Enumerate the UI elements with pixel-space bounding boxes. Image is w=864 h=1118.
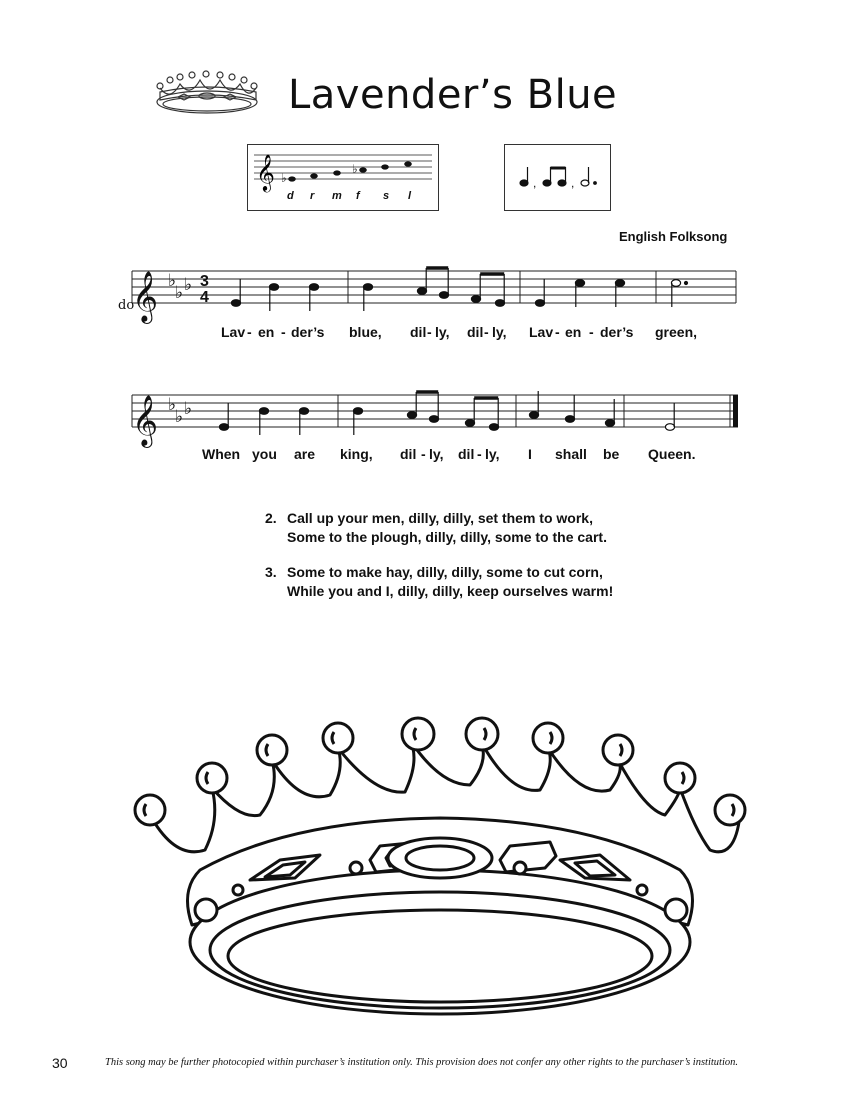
- lyric: dil: [458, 446, 475, 462]
- solfa-re: r: [310, 190, 315, 202]
- lyric: shall: [555, 446, 587, 462]
- solfa-mi: m: [332, 190, 342, 202]
- svg-text:♭: ♭: [281, 171, 287, 185]
- staff-line-1: [110, 256, 750, 326]
- lyric: -: [477, 446, 482, 462]
- lyric: ly,: [429, 446, 444, 462]
- svg-text:♭: ♭: [184, 399, 193, 419]
- svg-text:♭: ♭: [175, 407, 184, 427]
- svg-text:♭: ♭: [168, 271, 177, 291]
- lyric: Queen.: [648, 446, 696, 462]
- composer-credit: English Folksong: [619, 229, 728, 244]
- lyric: -: [484, 324, 489, 340]
- solfa-la: l: [408, 190, 412, 202]
- do-label: do: [118, 298, 135, 313]
- lyric: -: [281, 324, 286, 340]
- lyric: are: [294, 446, 316, 462]
- verse-number: 2.: [265, 510, 277, 526]
- lyric: Lav: [221, 324, 246, 340]
- svg-text:♭: ♭: [168, 395, 177, 415]
- page-title: Lavender’s Blue: [288, 72, 618, 118]
- lyric: I: [528, 446, 532, 462]
- lyric: en: [258, 324, 275, 340]
- lyric: -: [247, 324, 252, 340]
- rhythm-box: [504, 144, 611, 211]
- lyric: Lav: [529, 324, 554, 340]
- small-crown-icon: [152, 68, 262, 124]
- lyric: blue,: [349, 324, 382, 340]
- verse-3: [265, 563, 613, 601]
- solfa-do: d: [287, 190, 294, 202]
- lyric: ly,: [485, 446, 500, 462]
- lyric: ly,: [435, 324, 450, 340]
- lyric: When: [202, 446, 241, 462]
- lyric: dil: [400, 446, 417, 462]
- verse-line: Some to the plough, dilly, dilly, some to the cart.: [287, 529, 607, 545]
- solfa-fa: f: [356, 190, 360, 202]
- lyric: dil: [467, 324, 484, 340]
- svg-text:,: ,: [571, 176, 575, 190]
- lyric: der’s: [600, 324, 634, 340]
- lyric: -: [589, 324, 594, 340]
- svg-text:♭: ♭: [184, 275, 193, 295]
- pitch-set-staff: [248, 145, 438, 195]
- verse-line: Call up your men, dilly, dilly, set them to work,: [287, 510, 593, 526]
- lyric: en: [565, 324, 582, 340]
- lyric: green,: [655, 324, 698, 340]
- rhythm-pattern: [505, 145, 610, 210]
- svg-text:3: 3: [200, 273, 209, 290]
- lyric: dil: [410, 324, 427, 340]
- lyric: king,: [340, 446, 373, 462]
- verse-line: Some to make hay, dilly, dilly, some to cut corn,: [287, 564, 603, 580]
- lyric: -: [427, 324, 432, 340]
- lyric: you: [252, 446, 277, 462]
- lyric: ly,: [492, 324, 507, 340]
- lyric: der’s: [291, 324, 325, 340]
- svg-text:𝄞: 𝄞: [132, 395, 159, 446]
- copyright-footer: This song may be further photocopied within purchaser’s institution only. This provision does not confer any other rights to the purchaser’s institution.: [105, 1057, 739, 1068]
- treble-clef-icon: 𝄞: [256, 153, 275, 191]
- svg-text:♭: ♭: [352, 162, 358, 176]
- svg-text:𝄞: 𝄞: [132, 271, 159, 322]
- staff-line-2: [110, 380, 750, 450]
- large-crown-illustration: [120, 710, 760, 1030]
- svg-text:♭: ♭: [175, 283, 184, 303]
- verse-2: [265, 509, 607, 547]
- page-number: 30: [52, 1055, 68, 1071]
- solfa-so: s: [383, 190, 390, 202]
- verse-number: 3.: [265, 564, 277, 580]
- lyric: -: [555, 324, 560, 340]
- svg-text:4: 4: [200, 289, 209, 306]
- svg-text:,: ,: [533, 176, 537, 190]
- verse-line: While you and I, dilly, dilly, keep ourselves warm!: [287, 583, 614, 599]
- lyric: -: [421, 446, 426, 462]
- lyric: be: [603, 446, 620, 462]
